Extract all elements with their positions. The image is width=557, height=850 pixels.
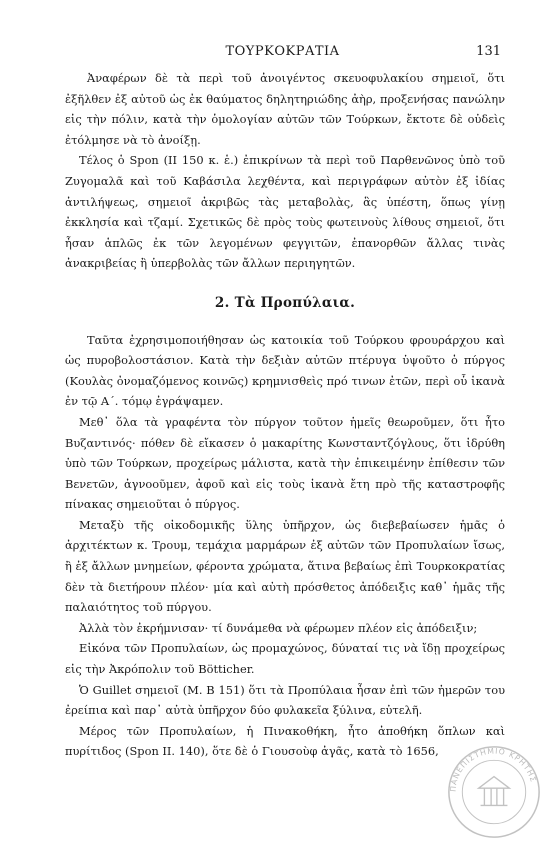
paragraph: Ἀλλὰ τὸν ἐκρήμνισαν· τί δυνάμεθα νὰ φέρωμεν πλέον εἰς ἀπόδειξιν; <box>79 620 478 635</box>
page-number: 131 <box>476 44 501 59</box>
paragraph: Τέλος ὁ Spon (II 150 κ. ἑ.) ἐπικρίνων τὰ περὶ τοῦ Παρθενῶνος ὑπὸ τοῦ Ζυγομαλᾶ καὶ τοῦ Καβάσιλα λεχθέντα, καὶ περιγράφων αὐτὸν ἐξ ἰδίας ἀντιλήψεως, σημειοῖ ἀκριβῶς τὰς μεταβολὰς, ἃς ὑπέστη, ὅπως γίνῃ ἐκκλησία καὶ τζαμί. Σχετικῶς δὲ πρὸς τοὺς φωτεινοὺς λίθους σημειοῖ, ὅτι ἦσαν ἁπλῶς ἐκ τῶν λεγομένων φεγγιτῶν, ἐπανορθῶν ἄλλας τινὰς ἀνακριβείας ἢ ὑπερβολὰς τῶν ἄλλων περιηγητῶν. <box>65 153 505 271</box>
page-header <box>64 44 501 64</box>
library-seal-icon <box>446 744 542 840</box>
paragraph: Ἀναφέρων δὲ τὰ περὶ τοῦ ἀνοιγέντος σκευοφυλακίου σημειοῖ, ὅτι ἐξῆλθεν ἐξ αὐτοῦ ὡς ἐκ θαύματος δηλητηριώδης ἀὴρ, προξενήσας πανώλην εἰς τὴν πόλιν, κατὰ τὴν ὁμολογίαν αὐτῶν τῶν Τούρκων, ἔκτοτε δὲ οὐδεὶς ἐτόλμησε νὰ τὸ ἀνοίξῃ. <box>65 71 505 147</box>
paragraph: Μεταξὺ τῆς οἰκοδομικῆς ὕλης ὑπῆρχον, ὡς διεβεβαίωσεν ἡμᾶς ὁ ἀρχιτέκτων κ. Τρουμ, τεμάχια μαρμάρων ἐξ αὐτῶν τῶν Προπυλαίων ἴσως, ἢ ἐξ ἄλλων μνημείων, φέροντα χρώματα, ἅτινα βεβαίως ἐπὶ Τουρκοκρατίας δὲν τὰ διετήρουν πλέον· μία καὶ αὐτὴ πρόσθετος ἀπόδειξις καθ᾽ ἡμᾶς τῆς παλαιότητος τοῦ πύργου. <box>65 517 505 615</box>
section-heading: 2. Τὰ Προπύλαια. <box>214 294 356 311</box>
paragraph: Μέρος τῶν Προπυλαίων, ἡ Πινακοθήκη, ἦτο ἀποθήκη ὅπλων καὶ πυρίτιδος (Spon II. 140), ὅτε δὲ ὁ Γιουσοὺφ ἀγᾶς, κατὰ τὸ 1656, <box>65 723 505 759</box>
paragraph: Ὁ Guillet σημειοῖ (Μ. Β 151) ὅτι τὰ Προπύλαια ἦσαν ἐπὶ τῶν ἡμερῶν του ἐρείπια καὶ παρ᾽ αὐτὰ ὑπῆρχον δύο φυλακεῖα ξύλινα, εὐτελῆ. <box>65 682 505 718</box>
seal-text: ΠΑΝΕΠΙΣΤΗΜΙΟ ΚΡΗΤΗΣ <box>448 746 539 793</box>
page-body <box>65 68 505 762</box>
paragraph: Εἰκόνα τῶν Προπυλαίων, ὡς προμαχώνος, δύναταί τις νὰ ἴδῃ προχείρως εἰς τὴν Ἀκρόπολιν τοῦ Bötticher. <box>65 641 505 677</box>
paragraph: Ταῦτα ἐχρησιμοποιήθησαν ὡς κατοικία τοῦ Τούρκου φρουράρχου καὶ ὡς πυροβολοστάσιον. Κατὰ τὴν δεξιὰν αὐτῶν πτέρυγα ὑψοῦτο ὁ πύργος (Κουλὰς ὀνομαζόμενος κοινῶς) κρημνισθεὶς πρό τινων ἐτῶν, περὶ οὗ ἱκανὰ ἐν τῷ Α΄. τόμῳ ἐγράψαμεν. <box>65 332 505 409</box>
running-title: ΤΟΥΡΚΟΚΡΑΤΙΑ <box>225 44 340 59</box>
paragraph: Μεθ᾽ ὅλα τὰ γραφέντα τὸν πύργον τοῦτον ἡμεῖς θεωροῦμεν, ὅτι ἦτο Βυζαντινός· πόθεν δὲ εἴκασεν ὁ μακαρίτης Κωνσταντζόγλους, ὅτι ἱδρύθη ὑπὸ τῶν Τούρκων, προχείρως μάλιστα, κατὰ τὴν ἐπικειμένην ἐπίθεσιν τῶν Βενετῶν, ἀγνοοῦμεν, ἀφοῦ καὶ εἰς τοὺς ἱκανὰ ἔτη πρὸ τῆς καταστροφῆς πίνακας σημειοῦται ὁ πύργος. <box>65 414 505 512</box>
